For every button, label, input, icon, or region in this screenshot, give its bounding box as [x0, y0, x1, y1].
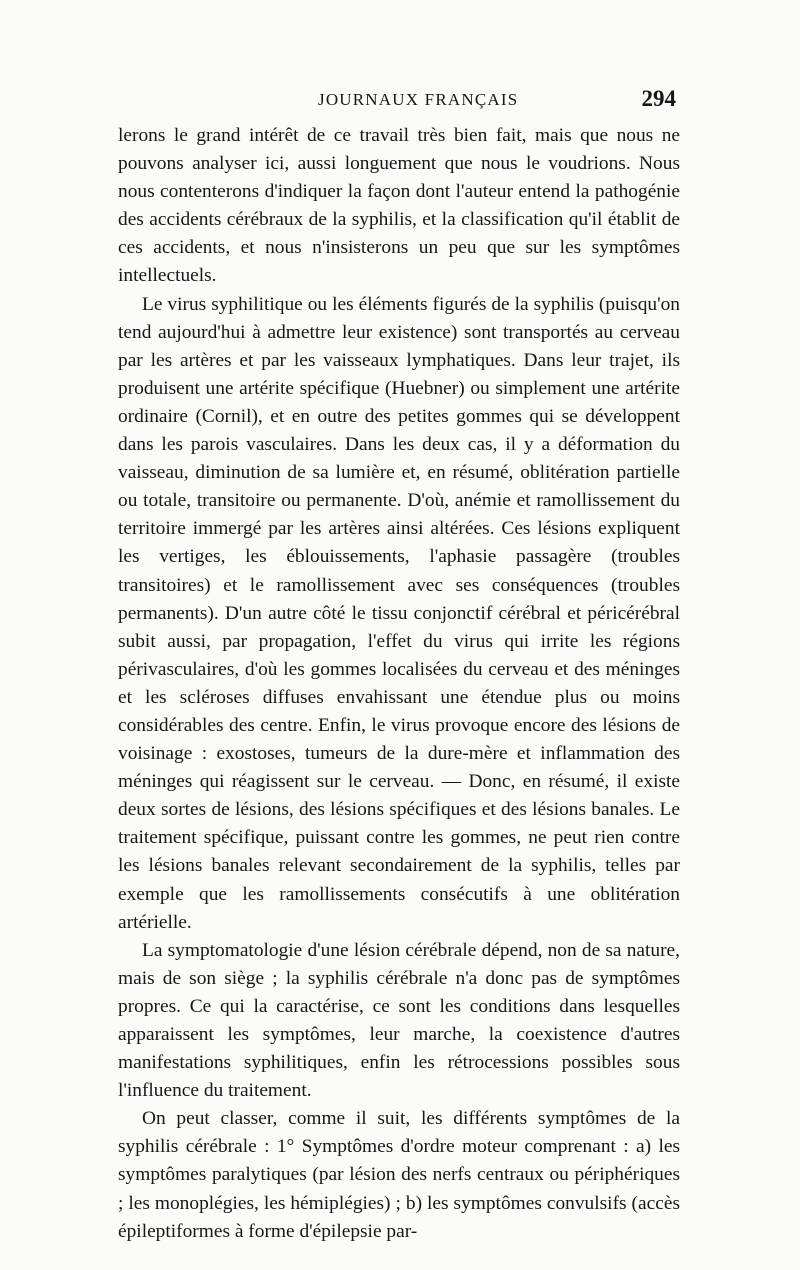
body-text — [118, 122, 680, 1246]
running-title: JOURNAUX FRANÇAIS — [318, 90, 519, 109]
paragraph-continuation: lerons le grand intérêt de ce travail très bien fait, mais que nous ne pouvons analyser ici, aussi longuement que nous le voudrions. Nous nous contenterons d'indiquer la façon dont l'auteur entend la pathogénie des accidents cérébraux de la syphilis, et la classification qu'il établit de ces accidents, et nous n'insisterons un peu que sur les symptômes intellectuels. — [118, 125, 680, 287]
running-head — [118, 86, 680, 120]
paragraph-pathogeny: Le virus syphilitique ou les éléments figurés de la syphilis (puisqu'on tend aujourd'hui à admettre leur existence) sont transportés au cerveau par les artères et par les vaisseaux lymphatiques. Dans leur trajet, ils produisent une artérite spécifique (Huebner) ou simplement une artérite ordinaire (Cornil), et en outre des petites gommes qui se développent dans les parois vasculaires. Dans les deux cas, il y a déformation du vaisseau, diminution de sa lumière et, en résumé, oblitération partielle ou totale, transitoire ou permanente. D'où, anémie et ramollissement du territoire immergé par les artères ainsi altérées. Ces lésions expliquent les vertiges, les éblouissements, l'aphasie passagère (troubles transitoires) et le ramollissement avec ses conséquences (troubles permanents). D'un autre côté le tissu conjonctif cérébral et péricérébral subit aussi, par propagation, l'effet du virus qui irrite les régions périvasculaires, d'où les gommes localisées du cerveau et des méninges et les scléroses diffuses envahissant une étendue plus ou moins considérables des centre. Enfin, le virus provoque encore des lésions de voisinage : exostoses, tumeurs de la dure-mère et inflammation des méninges qui réagissent sur le cerveau. — Donc, en résumé, il existe deux sortes de lésions, des lésions spécifiques et des lésions banales. Le traitement spécifique, puissant contre les gommes, ne peut rien contre les lésions banales relevant secondairement de la syphilis, telles par exemple que les ramollissements consécutifs à une oblitération artérielle. — [118, 293, 680, 933]
paragraph-symptomatology: La symptomatologie d'une lésion cérébrale dépend, non de sa nature, mais de son siège ; la syphilis cérébrale n'a donc pas de symptômes propres. Ce qui la caractérise, ce sont les conditions dans lesquelles apparaissent les symptômes, leur marche, la coexistence d'autres manifestations syphilitiques, enfin les rétrocessions possibles sous l'influence du traitement. — [118, 939, 680, 1102]
paragraph-classification: On peut classer, comme il suit, les différents symptômes de la syphilis cérébrale : 1° Symptômes d'ordre moteur comprenant : a) les symptômes paralytiques (par lésion des nerfs centraux ou périphériques ; les monoplégies, les hémiplégies) ; b) les symptômes convulsifs (accès épileptiformes à forme d'épilepsie par- — [118, 1108, 680, 1242]
page-number: 294 — [641, 86, 676, 111]
